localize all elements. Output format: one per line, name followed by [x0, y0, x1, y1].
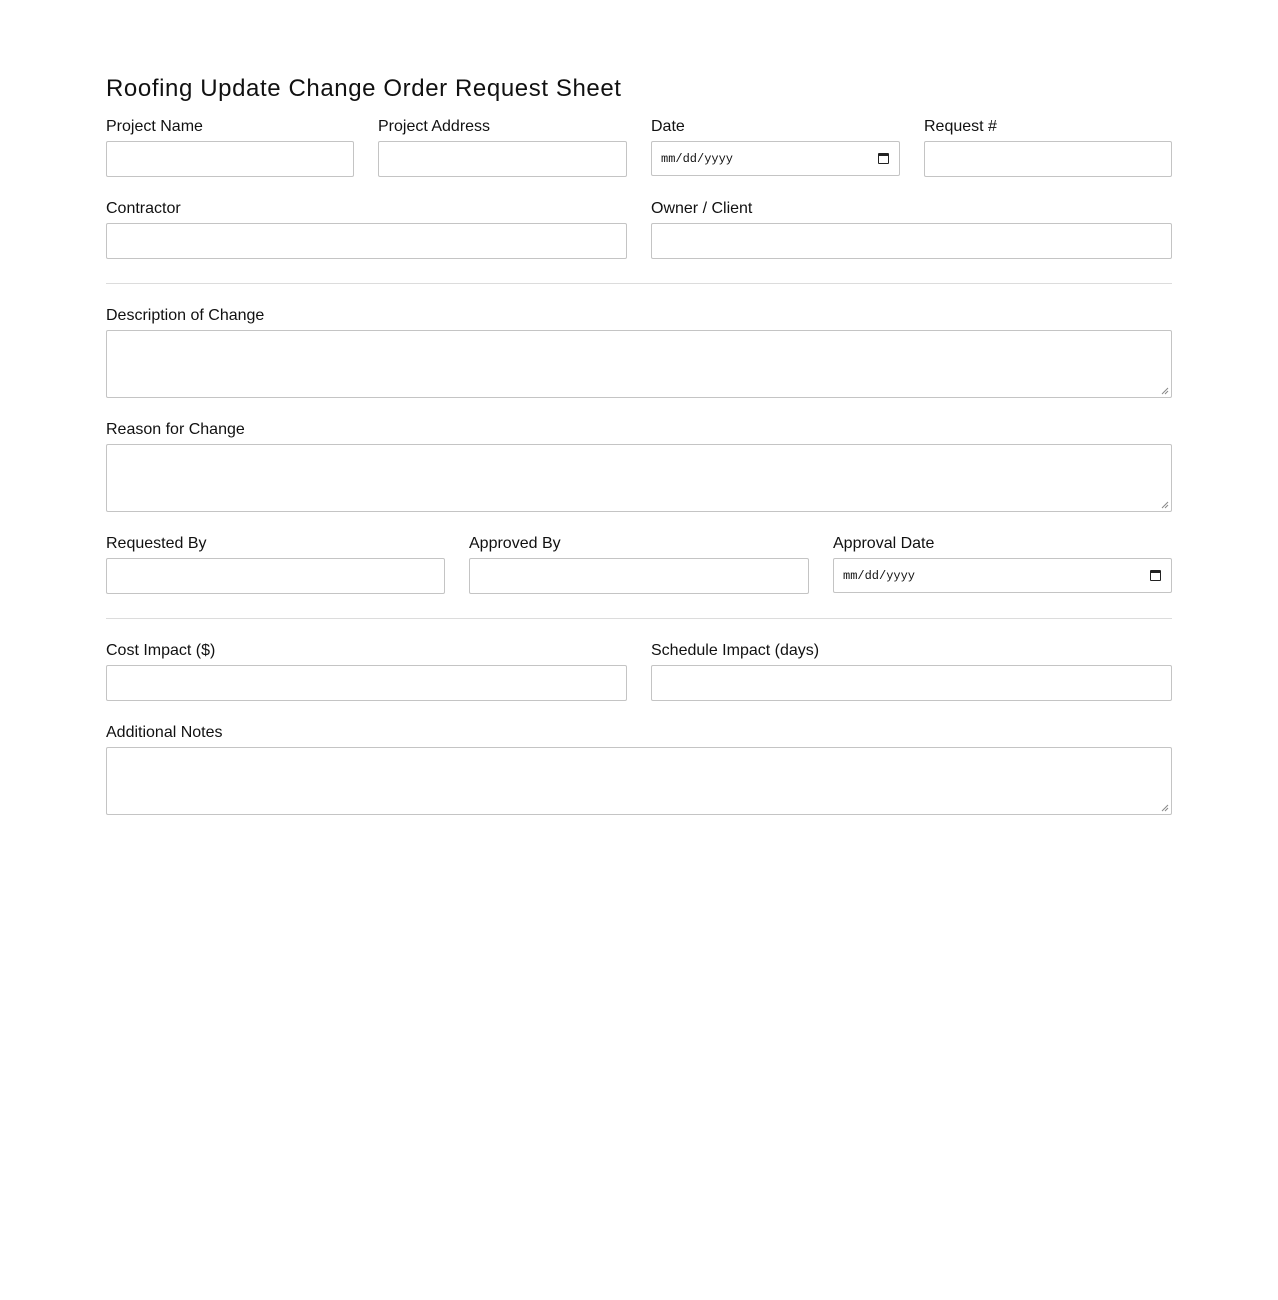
- project-name-label: Project Name: [106, 118, 203, 135]
- owner-client-input[interactable]: [651, 223, 1172, 259]
- project-address-field: [378, 119, 627, 177]
- contractor-input[interactable]: [106, 223, 627, 259]
- resize-grip-icon[interactable]: [1161, 804, 1169, 812]
- change-order-form: [106, 74, 1172, 815]
- schedule-impact-label: Schedule Impact (days): [651, 642, 820, 659]
- owner-client-label: Owner / Client: [651, 200, 753, 217]
- approval-date-label: Approval Date: [833, 535, 935, 552]
- requested-by-input[interactable]: [106, 558, 445, 594]
- date-field: [651, 119, 900, 177]
- section-divider: [106, 618, 1172, 619]
- requested-by-label: Requested By: [106, 535, 207, 552]
- notes-field: [106, 725, 1172, 815]
- cost-impact-input[interactable]: [106, 665, 627, 701]
- approved-by-input[interactable]: [469, 558, 809, 594]
- requested-by-field: [106, 536, 445, 594]
- request-number-input[interactable]: [924, 141, 1172, 177]
- notes-label: Additional Notes: [106, 724, 223, 741]
- reason-label: Reason for Change: [106, 421, 245, 438]
- description-textarea[interactable]: [106, 330, 1172, 398]
- section-divider: [106, 283, 1172, 284]
- description-field: [106, 308, 1172, 398]
- request-number-field: [924, 119, 1172, 177]
- project-name-field: [106, 119, 354, 177]
- approval-date-placeholder: mm/dd/yyyy: [843, 568, 916, 583]
- approval-date-field: [833, 536, 1172, 594]
- project-name-input[interactable]: [106, 141, 354, 177]
- approved-by-field: [469, 536, 809, 594]
- date-input[interactable]: [651, 141, 900, 176]
- notes-textarea[interactable]: [106, 747, 1172, 815]
- resize-grip-icon[interactable]: [1161, 501, 1169, 509]
- schedule-impact-field: [651, 643, 1172, 701]
- request-number-label: Request #: [924, 118, 997, 135]
- schedule-impact-input[interactable]: [651, 665, 1172, 701]
- project-address-input[interactable]: [378, 141, 627, 177]
- reason-textarea[interactable]: [106, 444, 1172, 512]
- resize-grip-icon[interactable]: [1161, 387, 1169, 395]
- contractor-field: [106, 201, 627, 259]
- reason-field: [106, 422, 1172, 512]
- date-label: Date: [651, 118, 685, 135]
- page-title: Roofing Update Change Order Request Sheet: [106, 75, 622, 102]
- date-placeholder: mm/dd/yyyy: [661, 151, 734, 166]
- calendar-icon[interactable]: [1150, 570, 1161, 581]
- project-address-label: Project Address: [378, 118, 491, 135]
- cost-impact-label: Cost Impact ($): [106, 642, 216, 659]
- contractor-label: Contractor: [106, 200, 181, 217]
- owner-client-field: [651, 201, 1172, 259]
- calendar-icon[interactable]: [878, 153, 889, 164]
- approved-by-label: Approved By: [469, 535, 561, 552]
- description-label: Description of Change: [106, 307, 265, 324]
- cost-impact-field: [106, 643, 627, 701]
- approval-date-input[interactable]: [833, 558, 1172, 593]
